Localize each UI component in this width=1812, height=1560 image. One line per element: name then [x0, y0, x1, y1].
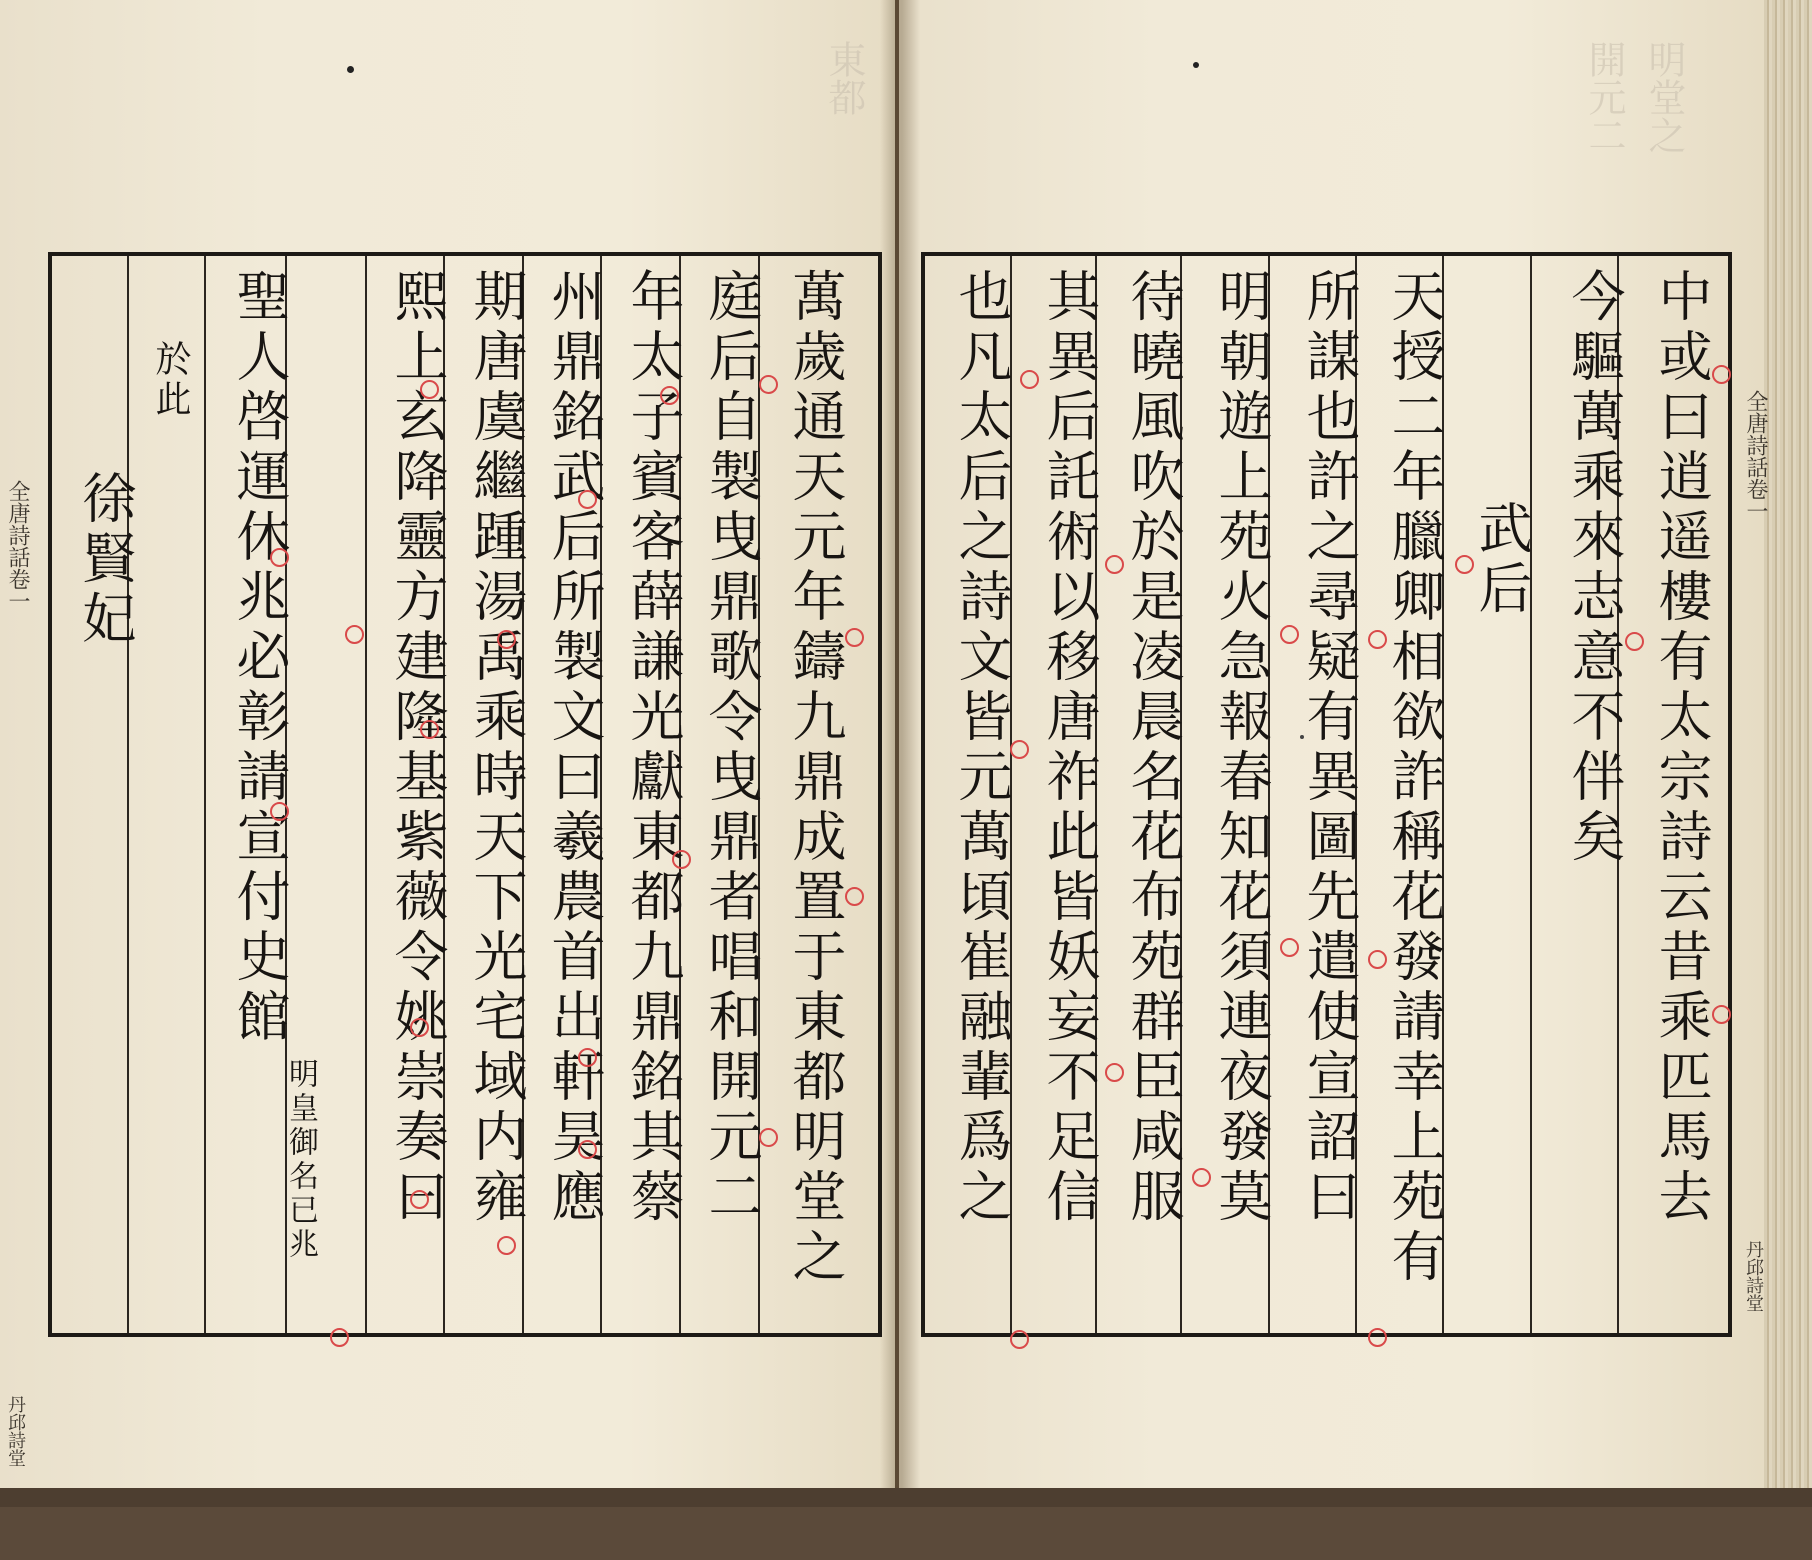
text-column-6: 待曉風吹於是凌晨名花布苑群臣咸服: [1122, 268, 1185, 1228]
punctuation-mark: [1625, 632, 1644, 651]
margin-publisher-right: 丹邱詩堂: [1743, 1240, 1764, 1312]
text-column-5: 明朝遊上苑火急報春知花須連夜發莫: [1210, 268, 1273, 1228]
punctuation-mark: [578, 1140, 597, 1159]
show-through-text: 東都: [822, 40, 866, 116]
annotation-column: 明皇御名已兆: [283, 1058, 318, 1262]
book-gutter: [880, 0, 920, 1492]
text-column-6: 熙上玄降靈方建隆基紫薇令姚崇奏曰: [386, 268, 449, 1228]
punctuation-mark: [578, 1048, 597, 1067]
punctuation-mark: [410, 1018, 429, 1037]
text-column-1: 中或曰逍遥樓有太宗詩云昔乘匹馬去: [1650, 268, 1713, 1228]
text-column-2: 今驅萬乘來志意不伴矣: [1563, 268, 1626, 868]
punctuation-mark: [578, 490, 597, 509]
section-title: 武后: [1470, 500, 1533, 620]
punctuation-mark: [410, 1190, 429, 1209]
text-column-7: 其異后託術以移唐祚此皆妖妄不足信: [1038, 268, 1101, 1228]
column-rule: [204, 256, 206, 1333]
punctuation-mark: [1368, 950, 1387, 969]
punctuation-mark: [1712, 1005, 1731, 1024]
text-column-4: 所謀也許之尋疑有異圖先遣使宣詔曰: [1298, 268, 1361, 1228]
punctuation-mark: [497, 630, 516, 649]
punctuation-mark: [1105, 1063, 1124, 1082]
text-column-3: 天授二年臘卿相欲詐稱花發請幸上苑有: [1383, 268, 1446, 1288]
punctuation-mark: [759, 375, 778, 394]
punctuation-mark: [1020, 370, 1039, 389]
ink-speck: [347, 66, 354, 73]
text-column-8: 也凡太后之詩文皆元萬頃崔融輩爲之: [950, 268, 1013, 1228]
punctuation-mark: [845, 887, 864, 906]
punctuation-mark: [845, 628, 864, 647]
punctuation-mark: [1280, 625, 1299, 644]
punctuation-mark: [1368, 630, 1387, 649]
ink-speck: [1193, 62, 1199, 68]
punctuation-mark: [759, 1128, 778, 1147]
punctuation-mark: [420, 380, 439, 399]
punctuation-mark: [497, 1236, 516, 1255]
punctuation-mark: [420, 720, 439, 739]
punctuation-mark: [1368, 1328, 1387, 1347]
punctuation-mark: [1455, 555, 1474, 574]
punctuation-mark: [270, 802, 289, 821]
text-column-2: 庭后自製曳鼎歌令曳鼎者唱和開元二: [700, 268, 763, 1228]
margin-title-left: 全唐詩話卷一: [5, 480, 30, 612]
text-column-3: 年太子賓客薛謙光獻東都九鼎銘其蔡: [622, 268, 685, 1228]
punctuation-mark: [1010, 1330, 1029, 1349]
punctuation-mark: [660, 386, 679, 405]
punctuation-mark: [1010, 740, 1029, 759]
punctuation-mark: [345, 625, 364, 644]
punctuation-mark: [1192, 1168, 1211, 1187]
page-edges: [1764, 0, 1812, 1507]
punctuation-mark: [672, 850, 691, 869]
text-column-4: 州鼎銘武后所製文曰羲農首出軒昊應: [543, 268, 606, 1228]
margin-title-right: 全唐詩話卷一: [1743, 390, 1768, 522]
text-column-1: 萬歲通天元年鑄九鼎成置于東都明堂之: [784, 268, 847, 1288]
text-column-7: 聖人啓運休兆必彰請宣付史館: [228, 268, 291, 1048]
section-title: 徐賢妃: [74, 470, 137, 650]
text-column-5: 期唐虞繼踵湯禹乘時天下光宅域内雍: [465, 268, 528, 1228]
show-through-text: 開元二: [1582, 40, 1626, 154]
margin-publisher-left: 丹邱詩堂: [5, 1395, 26, 1467]
punctuation-mark: [270, 548, 289, 567]
column-rule: [365, 256, 367, 1333]
show-through-text: 明堂之: [1642, 40, 1686, 154]
punctuation-mark: [1280, 938, 1299, 957]
text-column-8: 於此: [150, 340, 191, 420]
punctuation-mark: [330, 1328, 349, 1347]
punctuation-mark: [1712, 365, 1731, 384]
punctuation-mark: [1105, 555, 1124, 574]
